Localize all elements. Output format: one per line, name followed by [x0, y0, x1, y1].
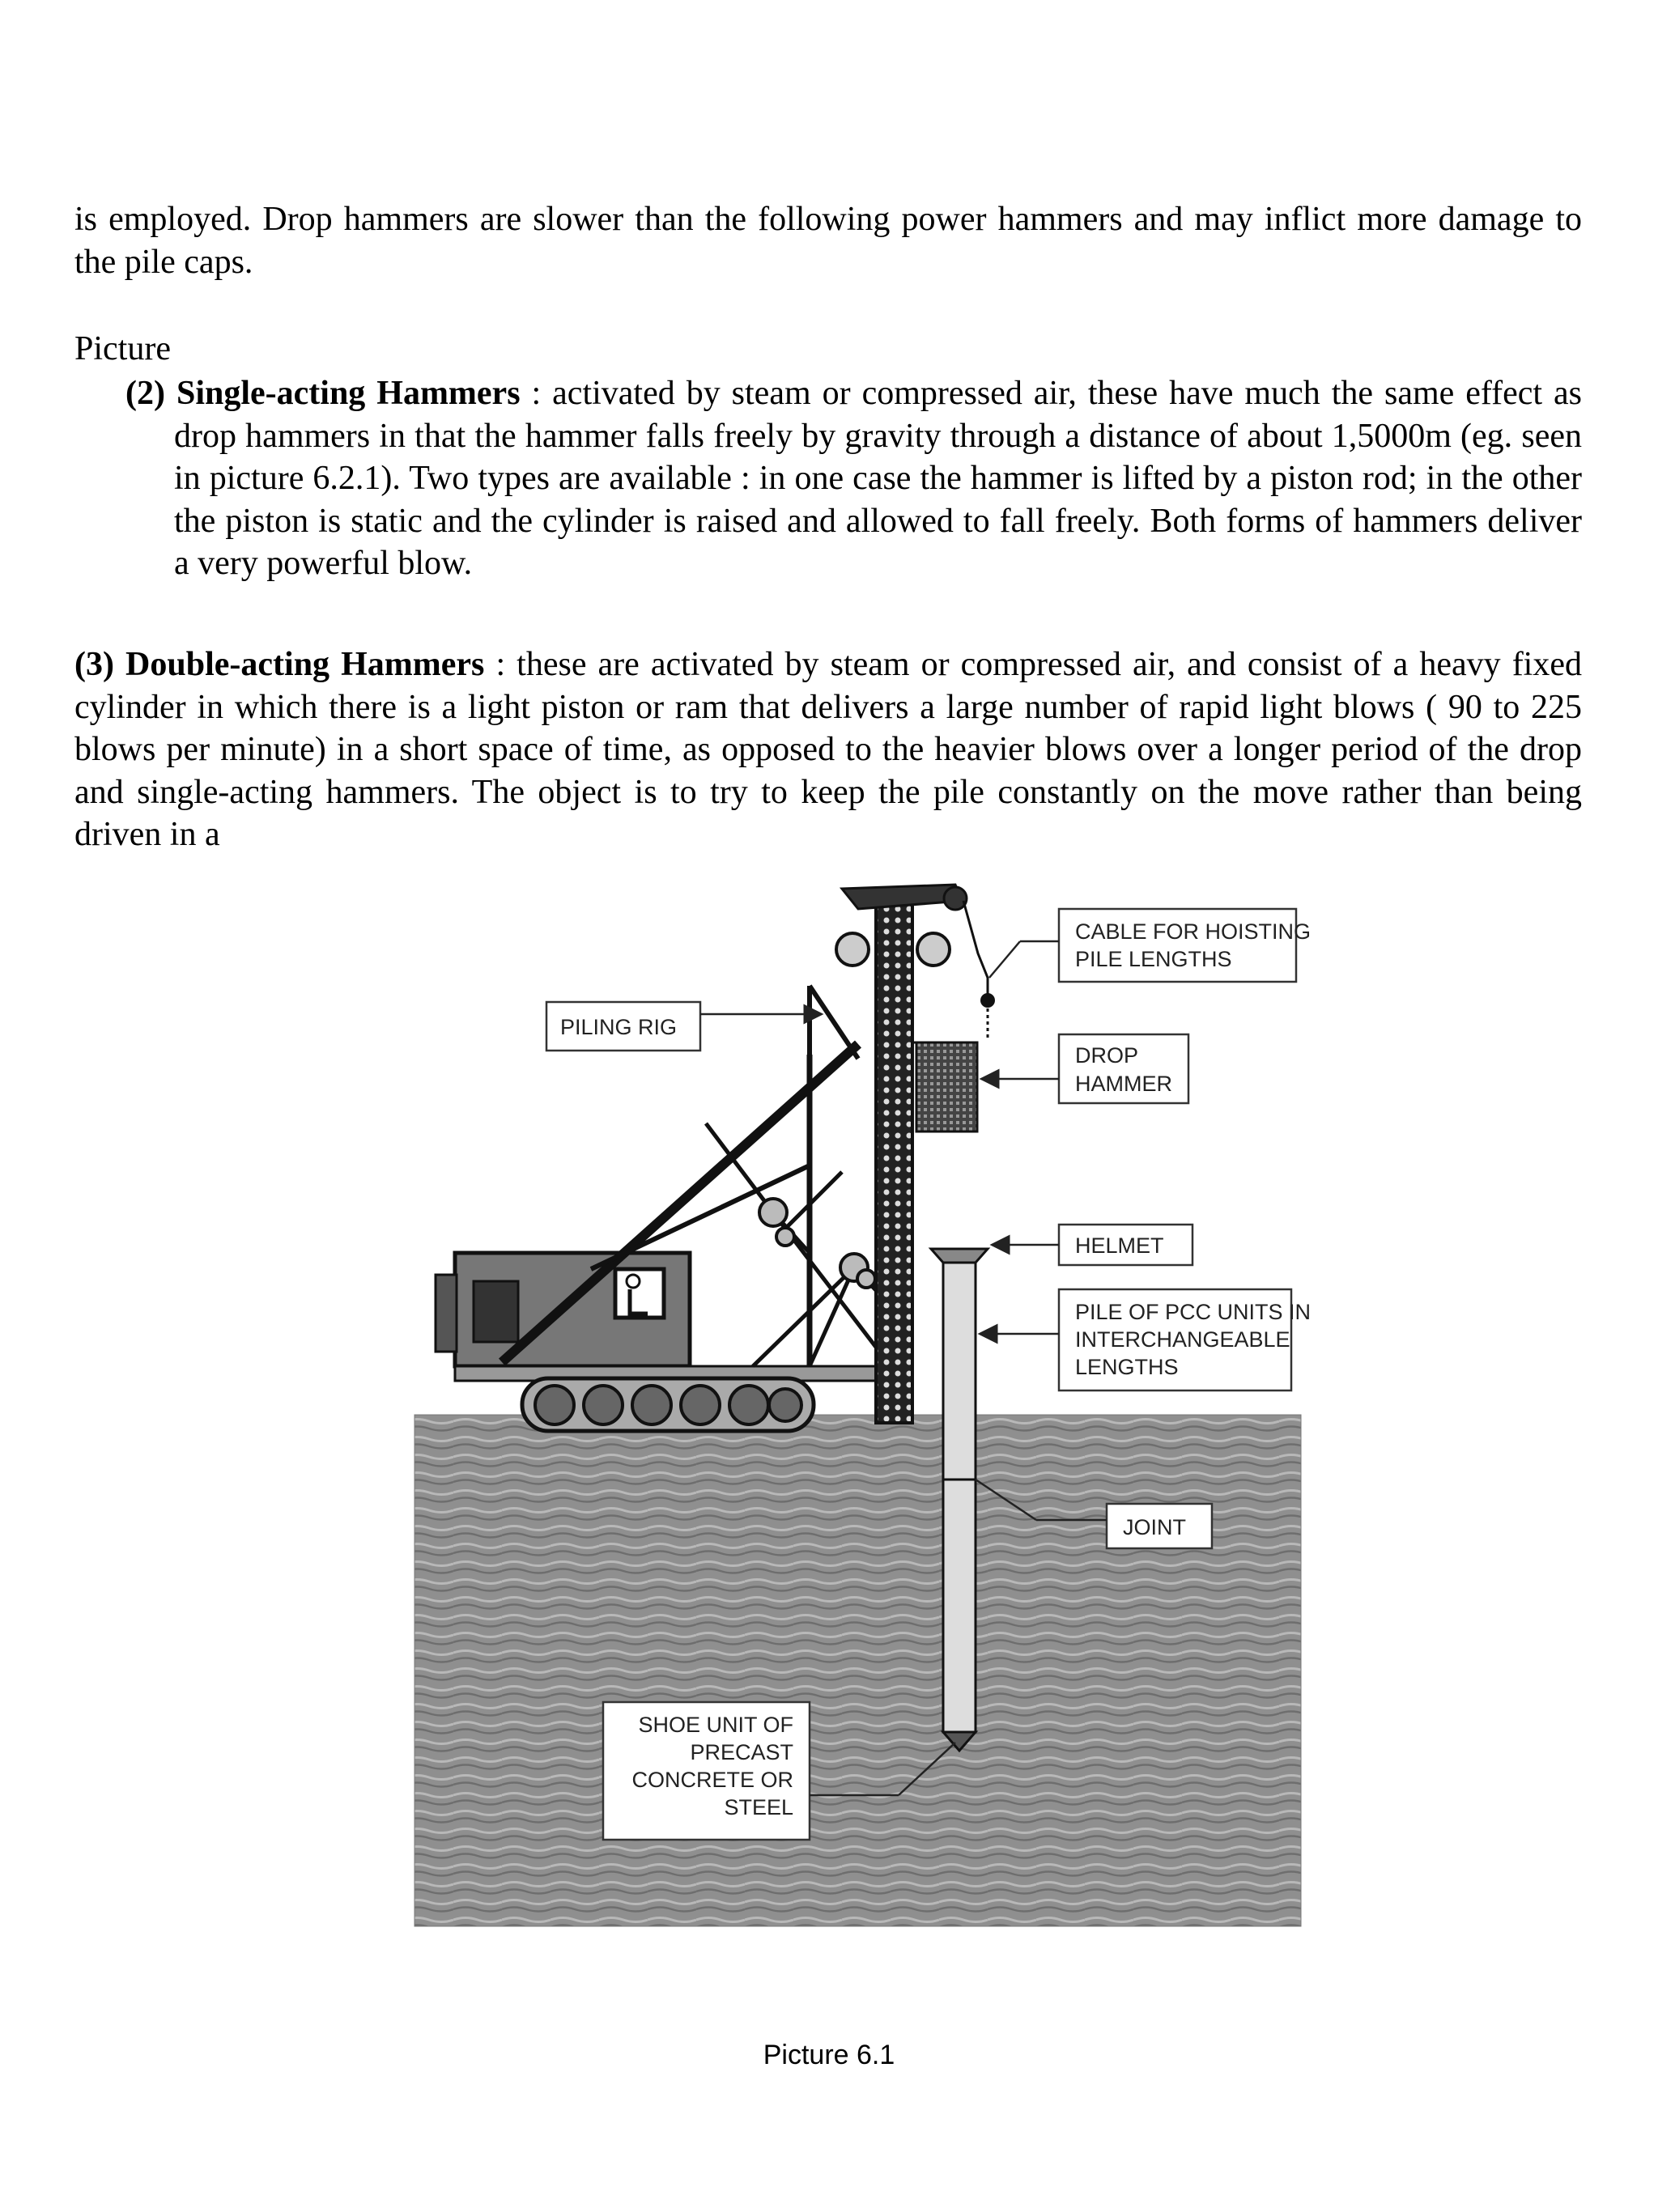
paragraph-text: : activated by steam or compressed air, these have much the same effect as drop hammers in that the hammer falls freely by gravity through a distance of about 1,5000m (eg. seen in picture 6.2.1). Two types are available : in one case the hammer is lifted by a piston rod; in the other the piston is static and the cylinder is raised and allowed to fall freely. Both forms of hammers deliver a very powerful blow.: [174, 375, 1583, 582]
picture-label: Picture: [74, 330, 171, 367]
label-joint: JOINT: [1123, 1515, 1186, 1539]
label-shoe-line3: CONCRETE OR: [631, 1768, 793, 1792]
paragraph-drop-hammers: [74, 198, 1582, 283]
leader-mast: [876, 903, 912, 1423]
paragraph-text: is employed. Drop hammers are slower than the following power hammers and may inflict more damage to the pile caps.: [74, 201, 1582, 281]
paragraph-single-acting: [125, 372, 1582, 585]
label-cable-line2: PILE LENGTHS: [1075, 947, 1232, 971]
helmet-shape: [931, 1249, 988, 1263]
label-drop-line1: DROP: [1075, 1043, 1139, 1068]
piling-rig-figure: [405, 881, 1344, 1957]
label-shoe-line4: STEEL: [724, 1795, 793, 1819]
figure-caption: Picture 6.1: [763, 2040, 895, 2070]
paragraph-double-acting: [74, 643, 1582, 856]
label-helmet: HELMET: [1075, 1233, 1164, 1258]
label-cable-line1: CABLE FOR HOISTING: [1075, 919, 1312, 944]
item-heading: Double-acting Hammers: [125, 646, 485, 683]
operator-window: [615, 1269, 664, 1318]
label-pile-line1: PILE OF PCC UNITS IN: [1075, 1300, 1312, 1324]
ground-area: [414, 1415, 1301, 1926]
pile: [943, 1263, 976, 1732]
label-pile-line3: LENGTHS: [1075, 1355, 1179, 1379]
label-pile-line2: INTERCHANGEABLE: [1075, 1327, 1290, 1352]
label-shoe-line1: SHOE UNIT OF: [638, 1713, 793, 1737]
item-number: (2): [125, 375, 165, 412]
item-heading: Single-acting Hammers: [176, 375, 521, 412]
label-piling-rig: PILING RIG: [560, 1015, 678, 1039]
piling-rig-diagram: [405, 881, 1344, 1953]
label-drop-line2: HAMMER: [1075, 1072, 1172, 1096]
label-shoe-line2: PRECAST: [690, 1740, 793, 1764]
cab-window: [474, 1281, 518, 1342]
drop-hammer: [916, 1042, 977, 1131]
hoisting-cable: [963, 901, 988, 994]
paragraph-text: : these are activated by steam or compressed air, and consist of a heavy fixed cylinder in which there is a light piston or ram that delivers a large number of rapid light blows ( 90 to 225 blows per minute) in a short space of time, as opposed to the heavier blows over a longer period of the drop and single-acting hammers. The object is to try to keep the pile constantly on the move rather than being driven in a: [74, 646, 1582, 853]
item-number: (3): [74, 646, 114, 683]
